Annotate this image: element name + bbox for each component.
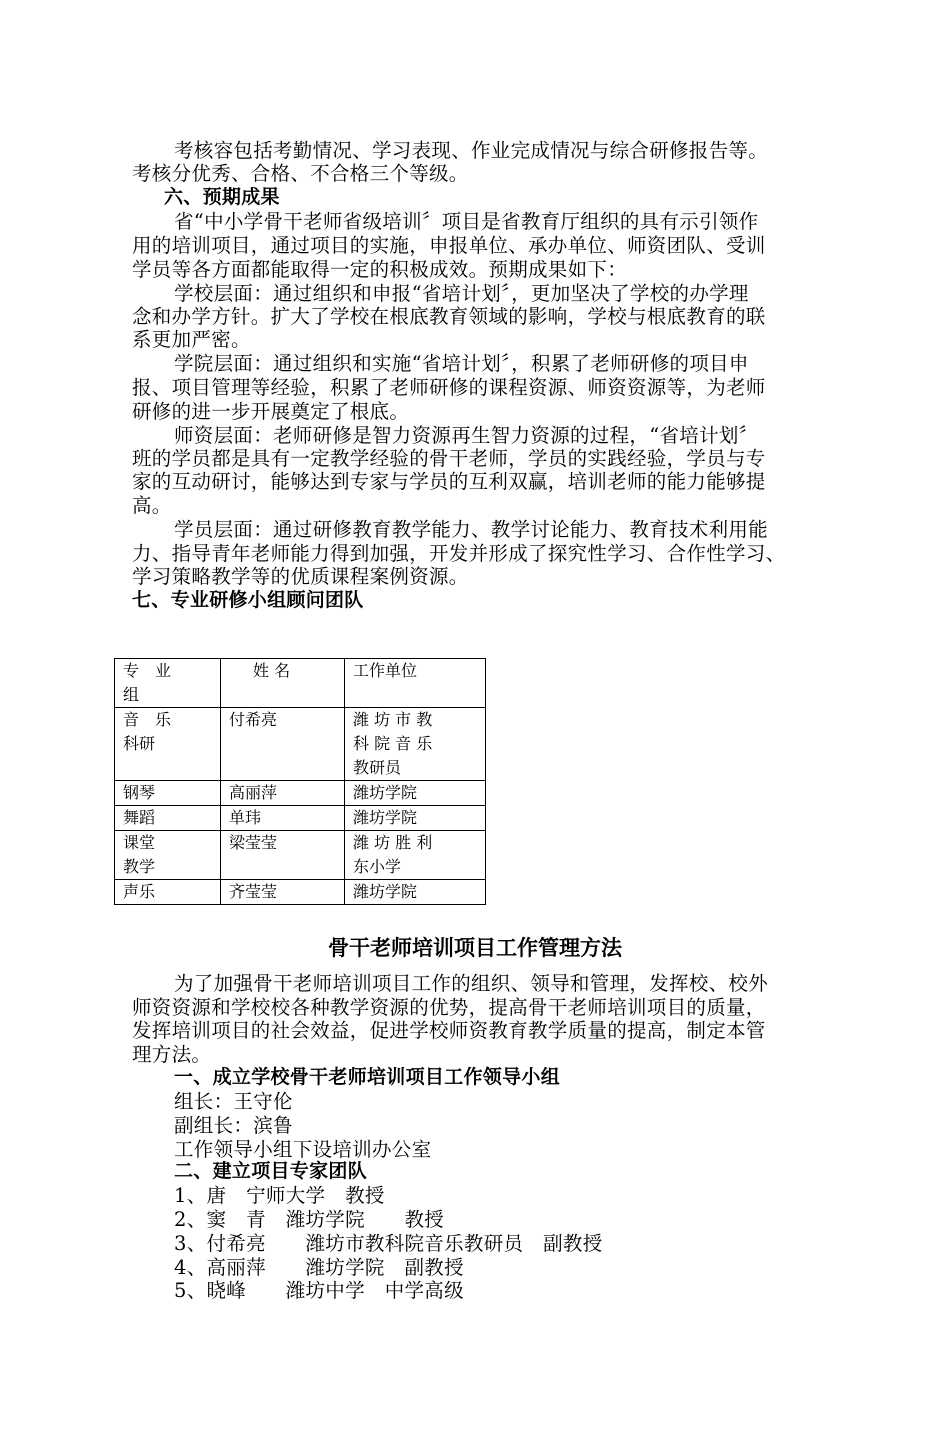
college-level-line-1: 学院层面：通过组织和实施“省培计划〞，积累了老师研修的项目申 xyxy=(174,352,749,375)
doc2-intro-line-2: 师资资源和学校校各种教学资源的优势，提高骨干老师培训项目的质量， xyxy=(132,996,766,1019)
faculty-level-line-2: 班的学员都是具有一定教学经验的骨干老师，学员的实践经验，学员与专 xyxy=(132,447,766,470)
group-leader: 组长：王守伦 xyxy=(174,1090,293,1113)
expert-list-item: 1、唐 宁师大学 教授 xyxy=(174,1184,385,1207)
faculty-level-line-1: 师资层面：老师研修是智力资源再生智力资源的过程，“省培计划〞 xyxy=(174,424,759,447)
outcomes-intro-line-3: 学员等各方面都能取得一定的积极成效。预期成果如下： xyxy=(132,258,628,281)
assessment-line-2: 考核分优秀、合格、不合格三个等级。 xyxy=(132,162,469,185)
doc2-intro-line-4: 理方法。 xyxy=(132,1043,212,1066)
table-row: 钢琴 高丽萍 潍坊学院 xyxy=(115,781,486,806)
heading-section-7: 七、专业研修小组顾问团队 xyxy=(132,589,364,611)
expert-list-item: 4、高丽萍 潍坊学院 副教授 xyxy=(174,1256,464,1279)
expert-list-item: 2、窦 青 潍坊学院 教授 xyxy=(174,1208,445,1231)
heading-leadership-group: 一、成立学校骨干老师培训项目工作领导小组 xyxy=(174,1066,561,1088)
header-workplace: 工作单位 xyxy=(345,659,486,708)
school-level-line-3: 系更加严密。 xyxy=(132,328,251,351)
outcomes-intro-line-1: 省“中小学骨干老师省级培训〞项目是省教育厅组织的具有示引领作 xyxy=(174,210,759,233)
header-specialty: 专 业 组 xyxy=(115,659,221,708)
table-row: 舞蹈 单玮 潍坊学院 xyxy=(115,806,486,831)
advisor-team-table xyxy=(114,658,486,905)
college-level-line-3: 研修的进一步开展奠定了根底。 xyxy=(132,400,410,423)
assessment-line-1: 考核容包括考勤情况、学习表现、作业完成情况与综合研修报告等。 xyxy=(174,139,769,162)
doc2-intro-line-3: 发挥培训项目的社会效益，促进学校师资教育教学质量的提高，制定本管 xyxy=(132,1019,766,1042)
training-office-note: 工作领导小组下设培训办公室 xyxy=(174,1138,432,1161)
table-row: 声乐 齐莹莹 潍坊学院 xyxy=(115,880,486,905)
table-header-row xyxy=(115,659,486,708)
expert-list-item: 3、付希亮 潍坊市教科院音乐教研员 副教授 xyxy=(174,1232,603,1255)
school-level-line-1: 学校层面：通过组织和申报“省培计划〞，更加坚决了学校的办学理 xyxy=(174,282,749,305)
vice-leader: 副组长：滨鲁 xyxy=(174,1114,293,1137)
outcomes-intro-line-2: 用的培训项目，通过项目的实施，申报单位、承办单位、师资团队、受训 xyxy=(132,234,766,257)
doc2-intro-line-1: 为了加强骨干老师培训项目工作的组织、领导和管理，发挥校、校外 xyxy=(174,972,769,995)
student-level-line-1: 学员层面：通过研修教育教学能力、教学讨论能力、教育技术利用能 xyxy=(174,518,769,541)
student-level-line-3: 学习策略教学等的优质课程案例资源。 xyxy=(132,565,469,588)
faculty-level-line-3: 家的互动研讨，能够达到专家与学员的互利双赢，培训老师的能力能够提 xyxy=(132,470,766,493)
document-title: 骨干老师培训项目工作管理方法 xyxy=(328,936,622,960)
table-row: 音 乐 科研 付希亮 潍 坊 市 教 科 院 音 乐 教研员 xyxy=(115,708,486,781)
table-row: 课堂 教学 梁莹莹 潍 坊 胜 利 东小学 xyxy=(115,831,486,880)
school-level-line-2: 念和办学方针。扩大了学校在根底教育领域的影响，学校与根底教育的联 xyxy=(132,305,766,328)
heading-section-6: 六、预期成果 xyxy=(164,186,280,208)
heading-expert-team: 二、建立项目专家团队 xyxy=(174,1160,368,1182)
faculty-level-line-4: 高。 xyxy=(132,494,172,517)
expert-list-item: 5、晓峰 潍坊中学 中学高级 xyxy=(174,1279,464,1302)
header-name: 姓 名 xyxy=(221,659,345,708)
student-level-line-2: 力、指导青年老师能力得到加强，开发并形成了探究性学习、合作性学习、 xyxy=(132,542,786,565)
college-level-line-2: 报、项目管理等经验，积累了老师研修的课程资源、师资资源等，为老师 xyxy=(132,376,766,399)
